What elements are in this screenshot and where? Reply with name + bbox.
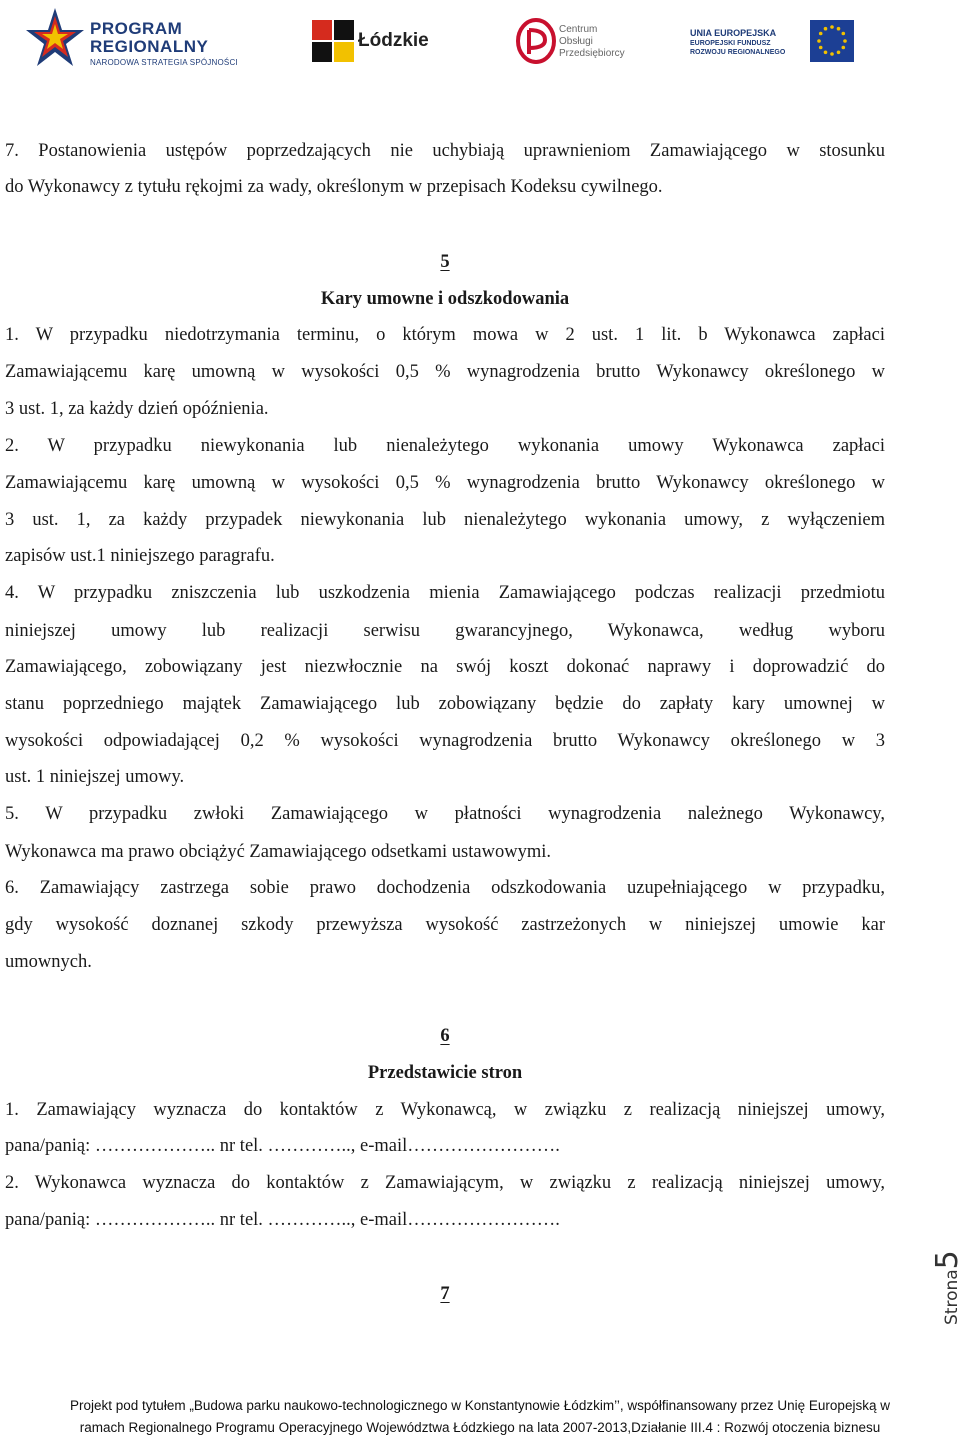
s5-p2-line2: Zamawiającemu karę umowną w wysokości 0,5 % wynagrodzenia brutto Wykonawcy określonego w xyxy=(5,473,885,493)
eu-logo-line2: EUROPEJSKI FUNDUSZ xyxy=(690,40,771,47)
program-logo-line1: PROGRAM xyxy=(90,19,183,38)
section-7-number-text: 7 xyxy=(440,1284,450,1304)
eu-flag-icon xyxy=(810,20,854,62)
s6-p1-line1: 1. Zamawiający wyznacza do kontaktów z Wykonawcą, w związku z realizacją niniejszej umowy, xyxy=(5,1100,885,1120)
lodzkie-logo xyxy=(312,20,432,62)
lodzkie-emblem-icon xyxy=(312,20,354,62)
eu-logo-line3: ROZWOJU REGIONALNEGO xyxy=(690,49,786,56)
s5-p4-line1: 4. W przypadku zniszczenia lub uszkodzenia mienia Zamawiającego podczas realizacji przedmiotu xyxy=(5,583,885,603)
page-number-rotated xyxy=(930,1215,965,1325)
footer-line1: Projekt pod tytułem „Budowa parku naukowo-technologicznego w Konstantynowie Łódzkim’’, współfinansowany przez Unię Europejską w xyxy=(70,1398,890,1413)
s6-p2-line2: pana/panią: ……………….. nr tel. ………….., e-mail……………………. xyxy=(5,1210,560,1230)
s5-p6-line1: 6. Zamawiający zastrzega sobie prawo dochodzenia odszkodowania uzupełniającego w przypadku, xyxy=(5,878,885,898)
s5-p1-line1: 1. W przypadku niedotrzymania terminu, o którym mowa w 2 ust. 1 lit. b Wykonawca zapłaci xyxy=(5,325,885,345)
s6-p2-line1: 2. Wykonawca wyznacza do kontaktów z Zamawiającym, w związku z realizacją niniejszej umowy, xyxy=(5,1173,885,1193)
s5-p5-line1: 5. W przypadku zwłoki Zamawiającego w płatności wynagrodzenia należnego Wykonawcy, xyxy=(5,804,885,824)
section-6-title: Przedstawicie stron xyxy=(367,1063,523,1083)
cop-emblem-icon xyxy=(515,18,557,64)
page-number-label xyxy=(930,1215,965,1325)
s5-p4-line2: niniejszej umowy lub realizacji serwisu gwarancyjnego, Wykonawca, według wyboru xyxy=(5,621,885,641)
program-star-icon xyxy=(24,6,86,70)
footer xyxy=(0,1395,960,1439)
s5-p5-line2: Wykonawca ma prawo obciążyć Zamawiającego odsetkami ustawowymi. xyxy=(5,842,551,862)
eu-logo-line1: UNIA EUROPEJSKA xyxy=(690,28,777,38)
s5-p2-line4: zapisów ust.1 niniejszego paragrafu. xyxy=(5,546,275,566)
page-label-word: Strona xyxy=(942,1269,962,1325)
p7-line1: 7. Postanowienia ustępów poprzedzających nie uchybiają uprawnieniom Zamawiającego w stosunku xyxy=(5,141,885,161)
program-logo-line3: NARODOWA STRATEGIA SPÓJNOŚCI xyxy=(90,58,238,67)
header-logos xyxy=(0,0,960,80)
eu-logo xyxy=(690,20,855,64)
program-logo-line2: REGIONALNY xyxy=(90,37,209,56)
s5-p2-line3: 3 ust. 1, za każdy przypadek niewykonania lub nienależytego wykonania umowy, z wyłączeniem xyxy=(5,510,885,530)
cop-logo-line1: Centrum xyxy=(559,24,598,35)
section-7-number xyxy=(5,1283,885,1305)
s5-p1-line3: 3 ust. 1, za każdy dzień opóźnienia. xyxy=(5,399,269,419)
cop-logo-line3: Przedsiębiorcy xyxy=(559,48,625,59)
section-5-number xyxy=(5,251,885,273)
section-6-number-text: 6 xyxy=(440,1026,450,1046)
section-5-title: Kary umowne i odszkodowania xyxy=(320,289,570,309)
s5-p4-line5: wysokości odpowiadającej 0,2 % wysokości wynagrodzenia brutto Wykonawcy określonego w 3 xyxy=(5,731,885,751)
s5-p1-line2: Zamawiającemu karę umowną w wysokości 0,5 % wynagrodzenia brutto Wykonawcy określonego w xyxy=(5,362,885,382)
p7-line2: do Wykonawcy z tytułu rękojmi za wady, określonym w przepisach Kodeksu cywilnego. xyxy=(5,177,663,197)
page-label-number: 5 xyxy=(930,1250,965,1270)
lodzkie-logo-text: Łódzkie xyxy=(358,30,429,51)
s5-p4-line3: Zamawiającego, zobowiązany jest niezwłocznie na swój koszt dokonać naprawy i doprowadzić do xyxy=(5,657,885,677)
centrum-obslugi-logo xyxy=(515,18,655,68)
s5-p4-line6: ust. 1 niniejszej umowy. xyxy=(5,767,185,787)
s6-p1-line2: pana/panią: ……………….. nr tel. ………….., e-mail……………………. xyxy=(5,1136,560,1156)
s5-p4-line4: stanu poprzedniego majątek Zamawiającego lub zobowiązany będzie do zapłaty kary umownej w xyxy=(5,694,885,714)
section-5-number-text: 5 xyxy=(440,252,450,272)
section-6-number xyxy=(5,1025,885,1047)
s5-p2-line1: 2. W przypadku niewykonania lub nienależytego wykonania umowy Wykonawca zapłaci xyxy=(5,436,885,456)
s5-p6-line3: umownych. xyxy=(5,952,92,972)
program-regionalny-logo xyxy=(24,6,239,72)
footer-line2: ramach Regionalnego Programu Operacyjnego Województwa Łódzkiego na lata 2007-2013,Działanie III.4 : Rozwój otoczenia biznesu xyxy=(79,1420,881,1435)
s5-p6-line2: gdy wysokość doznanej szkody przewyższa wysokość zastrzeżonych w niniejszej umowie kar xyxy=(5,915,885,935)
cop-logo-line2: Obsługi xyxy=(559,36,593,47)
